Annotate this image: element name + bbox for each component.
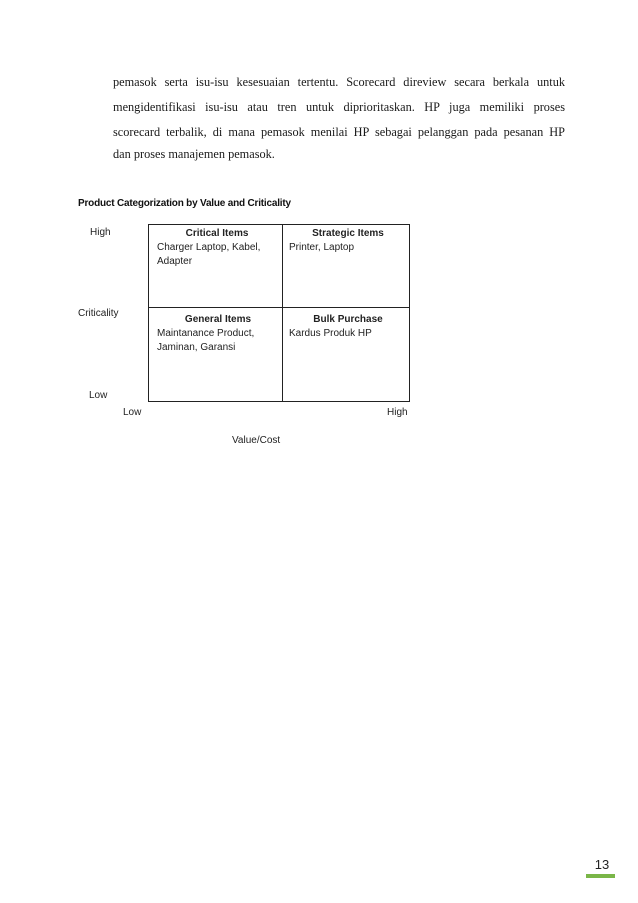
quadrant-title: Strategic Items bbox=[312, 228, 384, 239]
quadrant-body: Printer, Laptop bbox=[289, 242, 355, 253]
categorization-matrix bbox=[148, 224, 410, 402]
page-number-accent-bar bbox=[586, 874, 615, 878]
quadrant-critical-items bbox=[157, 228, 277, 269]
quadrant-body: Maintanance Product, Jaminan, Garansi bbox=[157, 328, 255, 353]
y-axis-low-label: Low bbox=[89, 390, 108, 401]
paragraph-line: dan proses manajemen pemasok. bbox=[113, 147, 275, 161]
page-number: 13 bbox=[594, 857, 610, 872]
quadrant-title: General Items bbox=[184, 314, 252, 325]
y-axis-high-label: High bbox=[90, 227, 111, 238]
x-axis-low-label: Low bbox=[123, 407, 142, 418]
quadrant-bulk-purchase bbox=[289, 314, 407, 341]
x-axis-label: Value/Cost bbox=[232, 435, 281, 446]
matrix-vertical-divider bbox=[282, 225, 283, 401]
paragraph-line: pemasok serta isu-isu kesesuaian tertentu. Scorecard direview secara berkala untuk bbox=[113, 75, 565, 89]
quadrant-strategic-items bbox=[289, 228, 407, 255]
figure-title: Product Categorization by Value and Criticality bbox=[78, 198, 291, 209]
paragraph-line: mengidentifikasi isu-isu atau tren untuk diprioritaskan. HP juga memiliki proses bbox=[113, 100, 565, 114]
quadrant-general-items bbox=[157, 314, 279, 355]
matrix-horizontal-divider bbox=[149, 307, 409, 308]
quadrant-body: Charger Laptop, Kabel, Adapter bbox=[157, 242, 261, 267]
quadrant-body: Kardus Produk HP bbox=[289, 328, 372, 339]
paragraph-line: scorecard terbalik, di mana pemasok menilai HP sebagai pelanggan pada pesanan HP bbox=[113, 125, 565, 139]
quadrant-title: Bulk Purchase bbox=[313, 314, 383, 325]
quadrant-title: Critical Items bbox=[185, 228, 249, 239]
x-axis-high-label: High bbox=[387, 407, 408, 418]
y-axis-label: Criticality bbox=[78, 308, 119, 319]
